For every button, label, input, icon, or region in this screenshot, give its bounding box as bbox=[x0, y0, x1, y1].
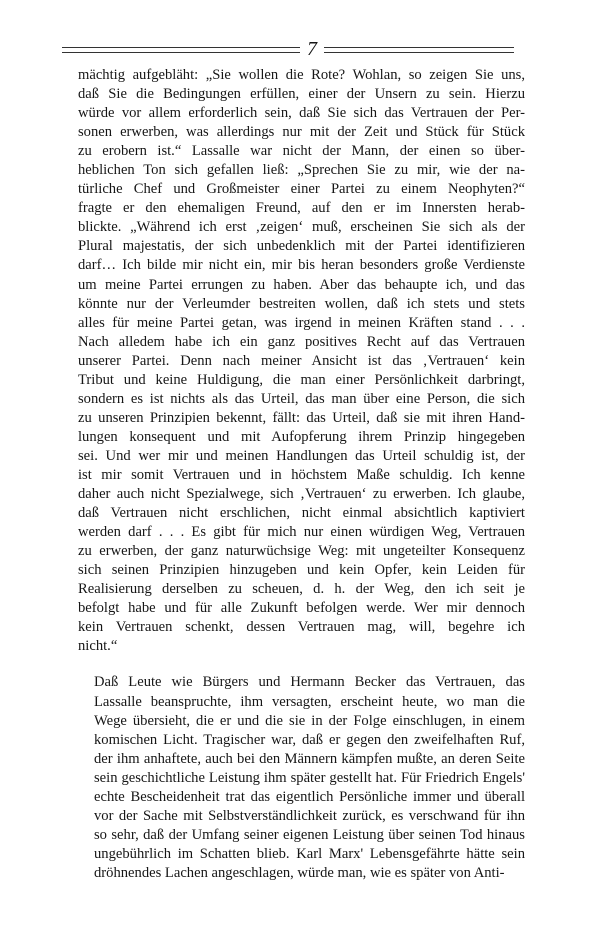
page-header bbox=[62, 38, 514, 60]
text-line: Nach alledem habe ich ein ganz positives Recht auf das Vertrauen bbox=[78, 333, 525, 350]
text-line: um meine Partei errungen zu haben. Aber das behaupte ich, und das bbox=[78, 276, 525, 293]
text-line: heblichen Ton sich gefallen ließ: „Sprechen Sie zu mir, wie der na- bbox=[78, 162, 525, 179]
text-line: daß Sie die Bedingungen erfüllen, einer der Unsern zu sein. Hierzu bbox=[78, 86, 525, 103]
text-line: Wege übersieht, die er und die sie in der Folge einschlugen, in einem bbox=[94, 712, 525, 729]
paragraph-2 bbox=[78, 673, 525, 883]
text-line: ist mir somit Vertrauen und in höchstem Maße schuldig. Ich kenne bbox=[78, 466, 525, 483]
text-line: sondern es ist nichts als das Urteil, das man über eine Person, die sich bbox=[78, 390, 525, 407]
text-line: werden darf . . . Es gibt für mich nur einen würdigen Weg, Vertrauen bbox=[78, 524, 525, 541]
text-line: darf… Ich bilde mir nicht ein, mir bis heran besonders große Verdienste bbox=[78, 257, 525, 274]
text-line: Plural majestatis, der sich unbedenklich mit der Partei identifizieren bbox=[78, 238, 525, 255]
text-line: kein Vertrauen schenkt, dessen Vertrauen mag, will, begehre ich bbox=[78, 619, 525, 636]
text-line: zu erwerben, der ganz naturwüchsige Weg: mit ungeteilter Konsequenz bbox=[78, 543, 525, 560]
body-text bbox=[78, 66, 525, 883]
text-line: Tribut und keine Huldigung, die man einer Persönlichkeit darbringt, bbox=[78, 371, 525, 388]
text-line: ungebührlich im Schatten blieb. Karl Marx' Lebensgefährte hätte sein bbox=[94, 845, 525, 862]
text-line: mächtig aufgebläht: „Sie wollen die Rote? Wohlan, so zeigen Sie uns, bbox=[78, 67, 525, 83]
text-line: dröhnendes Lachen angeschlagen, würde man, wie es später von Anti- bbox=[94, 864, 505, 881]
text-line: fragte er den ehemaligen Freund, auf den er im Innersten herab- bbox=[78, 200, 525, 217]
text-line: komischen Licht. Tragischer war, daß er gegen den zweifelhaften Ruf, bbox=[94, 731, 525, 748]
text-line: blickte. „Während ich erst ‚zeigen‘ muß, erscheinen Sie sich als der bbox=[78, 219, 525, 236]
text-line: würde vor allem erforderlich sein, daß Sie sich das Vertrauen der Per- bbox=[78, 105, 525, 122]
paragraph-1 bbox=[78, 66, 525, 656]
text-line: alles für meine Partei getan, was irgend in meinen Kräften stand . . . bbox=[78, 314, 525, 331]
text-line: vor der Sache mit Selbstverständlichkeit zurück, es verschwand für ihn bbox=[94, 807, 525, 824]
text-line: befolgt habe und für alle Zukunft befolgen werde. Wer mir dennoch bbox=[78, 600, 525, 617]
header-rule-left bbox=[62, 47, 300, 53]
header-rule-right bbox=[324, 47, 514, 53]
text-line: daß Vertrauen nicht erschlichen, nicht einmal absichtlich kaptiviert bbox=[78, 505, 525, 522]
text-line: Realisierung derselben zu scheuen, d. h. der Weg, den ich seit je bbox=[78, 581, 525, 598]
text-line: könnte nur der Verleumder bestreiten wollen, daß ich stets und stets bbox=[78, 295, 525, 312]
text-line: so sehr, daß der Umfang seiner eigenen Leistung über seinen Tod hinaus bbox=[94, 826, 525, 843]
page-number: 7 bbox=[307, 38, 317, 60]
text-line: Lassalle beanspruchte, ihm versagten, erscheint heute, wo man die bbox=[94, 693, 525, 710]
text-line: daher auch nicht Spezialwege, sich ‚Vertrauen‘ zu erwerben. Ich glaube, bbox=[78, 486, 525, 503]
text-line: der ihm anhaftete, auch bei den Männern kämpfen mußte, an deren Seite bbox=[94, 750, 525, 767]
text-line: zu unseren Prinzipien bekennt, fällt: das Urteil, daß sie mit ihren Hand- bbox=[78, 409, 525, 426]
text-line: Daß Leute wie Bürgers und Hermann Becker das Vertrauen, das bbox=[94, 674, 525, 691]
text-line: sich seinen Prinzipien hinzugeben und kein Opfer, kein Leiden für bbox=[78, 562, 525, 579]
text-line: unserer Partei. Denn nach meiner Ansicht ist das ‚Vertrauen‘ kein bbox=[78, 352, 525, 369]
text-line: sei. Und wer mir und meinen Handlungen das Urteil schuldig ist, der bbox=[78, 447, 525, 464]
text-line: türliche Chef und Großmeister einer Partei zu einem Neophyten?“ bbox=[78, 181, 525, 198]
text-line: zu erobern ist.“ Lassalle war nicht der Mann, der einen so über- bbox=[78, 143, 525, 160]
text-line: lungen konsequent und mit Aufopferung ihrem Prinzip hingegeben bbox=[78, 428, 525, 445]
text-line: echte Bescheidenheit trat das eigentlich Persönliche immer und überall bbox=[94, 788, 525, 805]
text-line: nicht.“ bbox=[78, 638, 118, 655]
text-line: sonen erwerben, was allerdings nur mit der Zeit und Stück für Stück bbox=[78, 124, 525, 141]
text-line: sein geschichtliche Leistung ihm später gestellt hat. Für Friedrich Engels' bbox=[94, 769, 525, 786]
